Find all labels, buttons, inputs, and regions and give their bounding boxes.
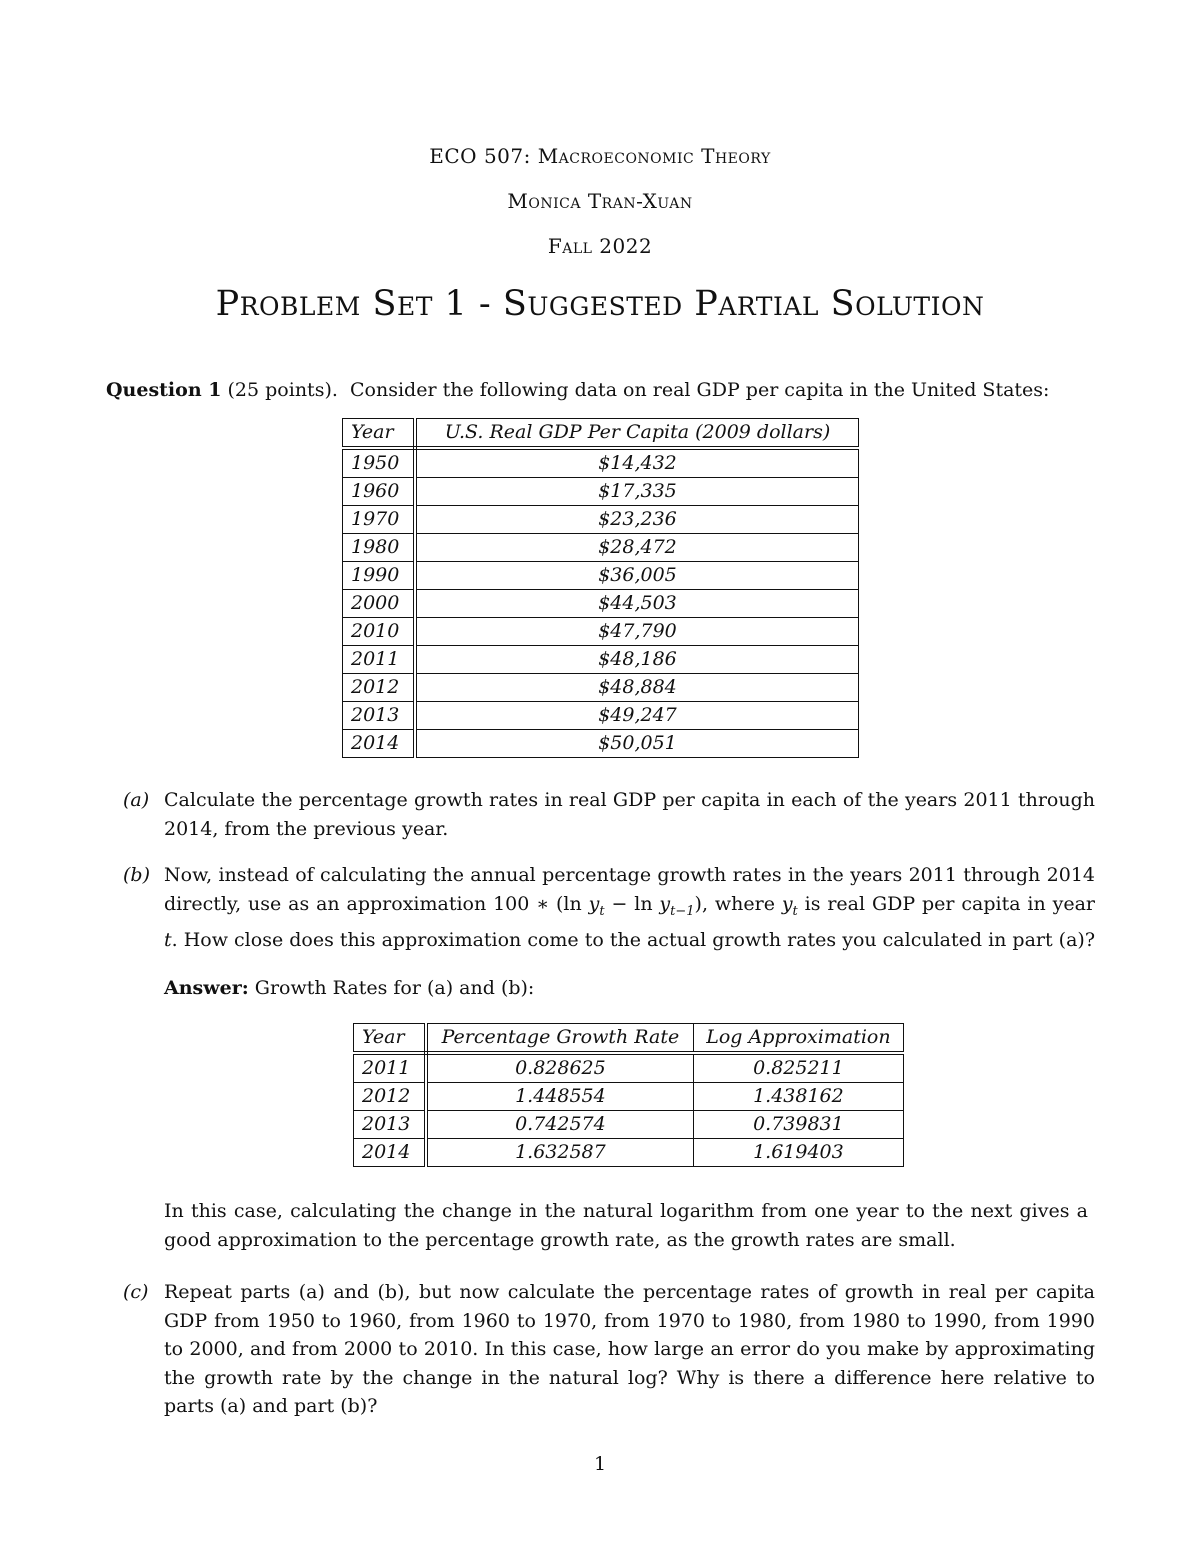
table-row <box>343 534 859 562</box>
log-approx-cell: 0.825211 <box>693 1053 903 1083</box>
gdp-value-cell: $23,236 <box>415 506 859 534</box>
growth-year-cell: 2013 <box>354 1111 427 1139</box>
growth-table-header-row <box>354 1024 904 1054</box>
gdp-year-cell: 2000 <box>343 590 416 618</box>
answer-line <box>164 974 1095 1003</box>
part-a-text: Calculate the percentage growth rates in real GDP per capita in each of the years 2011 through 2014, from the previous year. <box>164 789 1095 840</box>
gdp-value-cell: $28,472 <box>415 534 859 562</box>
table-row <box>354 1053 904 1083</box>
author-name: Monica Tran-Xuan <box>507 189 693 213</box>
growth-rate-cell: 1.448554 <box>426 1083 693 1111</box>
gdp-value-cell: $44,503 <box>415 590 859 618</box>
log-approx-cell: 1.438162 <box>693 1083 903 1111</box>
gdp-year-cell: 1970 <box>343 506 416 534</box>
table-row <box>343 618 859 646</box>
math-y: y <box>781 892 793 915</box>
page-number: 1 <box>593 1453 607 1475</box>
table-row <box>343 590 859 618</box>
growth-rate-cell: 1.632587 <box>426 1139 693 1167</box>
course-title: ECO 507: Macroeconomic Theory <box>429 144 771 168</box>
growth-header-log: Log Approximation <box>693 1024 903 1054</box>
math-y: y <box>588 892 600 915</box>
gdp-value-cell: $14,432 <box>415 448 859 478</box>
math-t: t <box>164 928 172 951</box>
gdp-header-year: Year <box>343 419 416 449</box>
table-row <box>354 1139 904 1167</box>
log-approx-cell: 1.619403 <box>693 1139 903 1167</box>
question-label: Question 1 <box>106 379 222 401</box>
gdp-year-cell: 2010 <box>343 618 416 646</box>
table-row <box>343 562 859 590</box>
gdp-table <box>342 418 859 758</box>
page-title: Problem Set 1 - Suggested Partial Solution <box>215 284 985 324</box>
log-approx-cell: 0.739831 <box>693 1111 903 1139</box>
gdp-year-cell: 1950 <box>343 448 416 478</box>
conclusion-text: In this case, calculating the change in the natural logarithm from one year to the next gives a good approximation to the percentage growth rate, as the growth rates are small. <box>164 1200 1088 1251</box>
growth-year-cell: 2012 <box>354 1083 427 1111</box>
part-b-text-1: Now, instead of calculating the annual percentage growth rates in the years 2011 through 2014 directly, use as an approximation 100 ∗ (ln <box>164 864 1095 915</box>
gdp-year-cell: 2013 <box>343 702 416 730</box>
answer-label: Answer: <box>164 977 249 999</box>
gdp-value-cell: $50,051 <box>415 730 859 758</box>
gdp-year-cell: 1960 <box>343 478 416 506</box>
growth-header-year: Year <box>354 1024 427 1054</box>
part-a-label: (a) <box>123 789 150 811</box>
table-row <box>343 448 859 478</box>
math-y: y <box>659 892 671 915</box>
question-points: (25 points). <box>227 379 338 401</box>
gdp-value-cell: $47,790 <box>415 618 859 646</box>
table-row <box>343 730 859 758</box>
gdp-year-cell: 1980 <box>343 534 416 562</box>
gdp-value-cell: $36,005 <box>415 562 859 590</box>
growth-table <box>353 1023 904 1167</box>
table-row <box>343 478 859 506</box>
gdp-year-cell: 2012 <box>343 674 416 702</box>
math-sub-t: t <box>599 903 605 919</box>
part-b-text-4: . How close does this approximation come to the actual growth rates you calculated in part (a)? <box>171 928 1096 951</box>
part-b-text <box>164 861 1095 954</box>
question-prompt: Consider the following data on real GDP per capita in the United States: <box>350 379 1050 401</box>
gdp-header-value: U.S. Real GDP Per Capita (2009 dollars) <box>415 419 859 449</box>
table-row <box>354 1083 904 1111</box>
table-row <box>343 674 859 702</box>
gdp-value-cell: $48,186 <box>415 646 859 674</box>
table-row <box>343 702 859 730</box>
table-row <box>354 1111 904 1139</box>
gdp-year-cell: 2011 <box>343 646 416 674</box>
math-sub-t-minus-1: t−1 <box>670 903 695 919</box>
math-minus-ln: − ln <box>604 892 660 915</box>
table-row <box>343 506 859 534</box>
part-b-text-3: is real GDP per capita in year <box>797 892 1095 915</box>
gdp-value-cell: $48,884 <box>415 674 859 702</box>
gdp-year-cell: 1990 <box>343 562 416 590</box>
growth-year-cell: 2011 <box>354 1053 427 1083</box>
growth-rate-cell: 0.828625 <box>426 1053 693 1083</box>
growth-year-cell: 2014 <box>354 1139 427 1167</box>
gdp-value-cell: $49,247 <box>415 702 859 730</box>
math-sub-t: t <box>792 903 798 919</box>
part-c-text: Repeat parts (a) and (b), but now calculate the percentage rates of growth in real per capita GDP from 1950 to 1960, from 1960 to 1970, from 1970 to 1980, from 1980 to 1990, from 1990 to 2000, and from 2000 to 2010. In this case, how large an error do you make by approximating the growth rate by the change in the natural log? Why is there a difference here relative to parts (a) and part (b)? <box>164 1281 1095 1417</box>
gdp-year-cell: 2014 <box>343 730 416 758</box>
question-intro <box>106 376 1096 404</box>
gdp-table-header-row <box>343 419 859 449</box>
growth-header-rate: Percentage Growth Rate <box>426 1024 693 1054</box>
table-row <box>343 646 859 674</box>
growth-rate-cell: 0.742574 <box>426 1111 693 1139</box>
part-b-label: (b) <box>123 864 150 886</box>
part-b-text-2: ), where <box>694 892 782 915</box>
part-c-label: (c) <box>123 1281 149 1303</box>
term: Fall 2022 <box>547 234 653 258</box>
answer-text: Growth Rates for (a) and (b): <box>254 977 535 999</box>
gdp-value-cell: $17,335 <box>415 478 859 506</box>
